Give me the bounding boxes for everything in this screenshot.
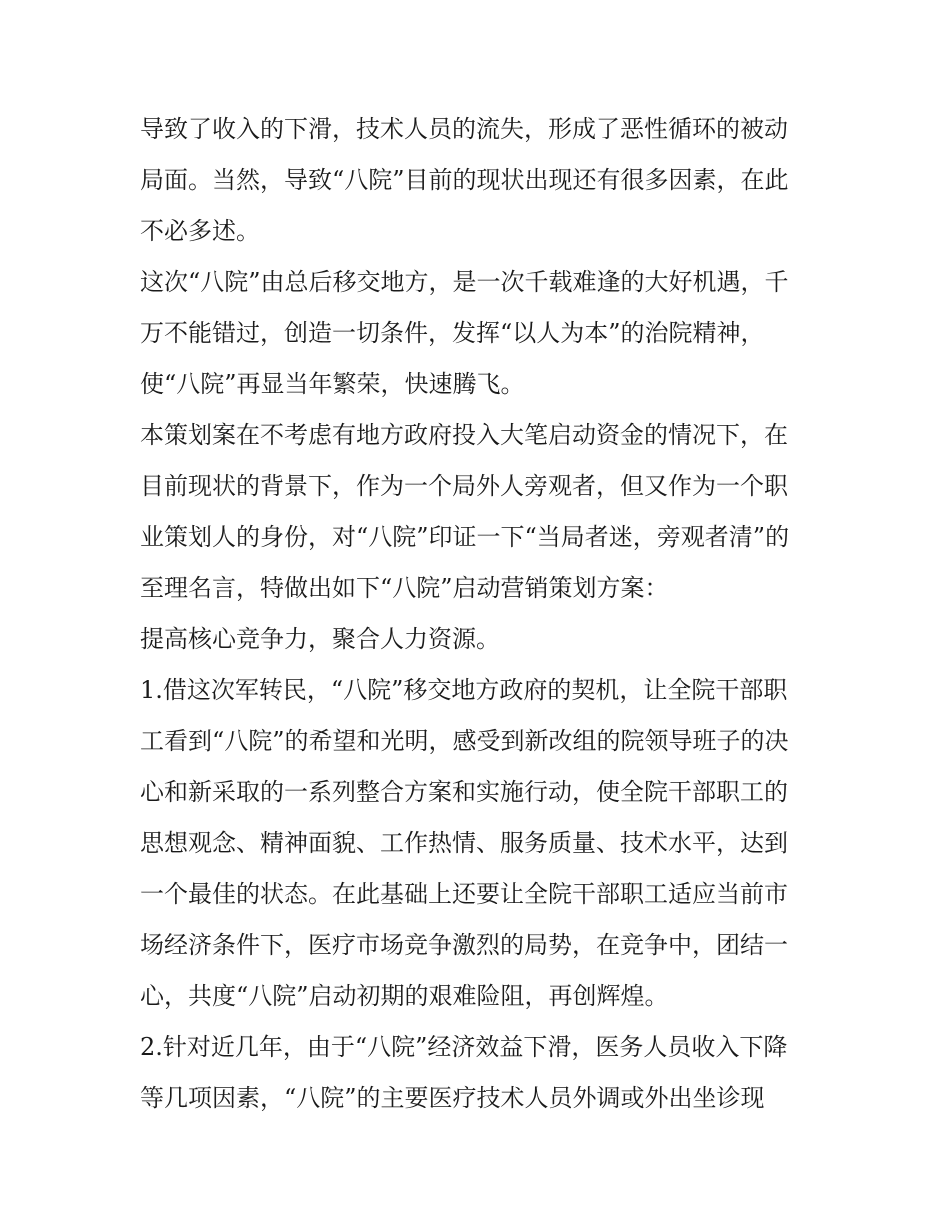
text-line-12: 1.借这次军转民，“八院”移交地方政府的契机，让全院干部职 [140,676,788,704]
text-line-14: 心和新采取的一系列整合方案和实施行动，使全院干部职工的 [140,778,788,806]
text-line-15: 思想观念、精神面貌、工作热情、服务质量、技术水平，达到 [140,829,788,857]
document-body [140,104,815,1124]
text-line-10: 至理名言，特做出如下“八院”启动营销策划方案： [140,574,669,602]
text-line-4: 这次“八院”由总后移交地方，是一次千载难逢的大好机遇，千 [140,268,789,296]
text-line-7: 本策划案在不考虑有地方政府投入大笔启动资金的情况下，在 [140,421,788,449]
text-line-5: 万不能错过，创造一切条件，发挥“以人为本”的治院精神， [140,319,765,347]
text-line-3: 不必多述。 [140,217,260,245]
text-line-13: 工看到“八院”的希望和光明，感受到新改组的院领导班子的决 [140,727,789,755]
text-line-8: 目前现状的背景下，作为一个局外人旁观者，但又作为一个职 [140,472,788,500]
text-line-17: 场经济条件下，医疗市场竞争激烈的局势，在竞争中，团结一 [140,931,788,959]
text-line-18: 心，共度“八院”启动初期的艰难险阻，再创辉煌。 [140,982,669,1010]
text-line-1: 导致了收入的下滑，技术人员的流失，形成了恶性循环的被动 [140,115,788,143]
text-line-6: 使“八院”再显当年繁荣，快速腾飞。 [140,370,525,398]
text-line-9: 业策划人的身份，对“八院”印证一下“当局者迷，旁观者清”的 [140,523,790,551]
text-line-19: 2.针对近几年，由于“八院”经济效益下滑，医务人员收入下降 [140,1033,788,1061]
text-line-11: 提高核心竞争力，聚合人力资源。 [140,625,500,653]
text-line-2: 局面。当然，导致“八院”目前的现状出现还有很多因素，在此 [140,166,789,194]
text-line-16: 一个最佳的状态。在此基础上还要让全院干部职工适应当前市 [140,880,788,908]
text-line-20: 等几项因素，“八院”的主要医疗技术人员外调或外出坐诊现 [140,1084,765,1112]
